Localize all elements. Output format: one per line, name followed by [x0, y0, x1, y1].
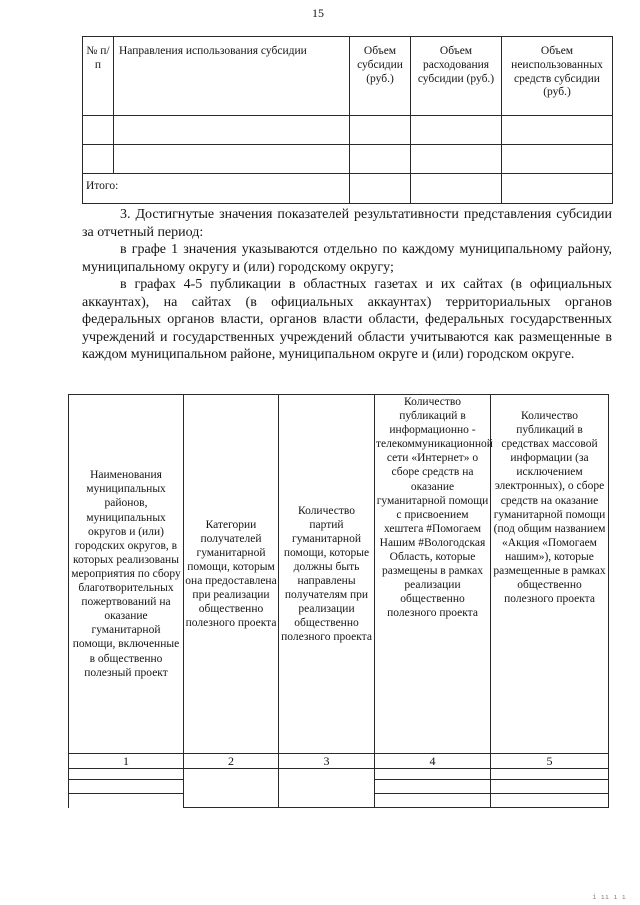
- header-municipalities: Наименования муниципальных районов, муниципальных округов и (или) городских округов, в которых реализованы мероприятия по сбору благотворительных пожертвований на оказание гуманитарной помощи, включенные в общественно полезный проект: [69, 395, 184, 754]
- header-unused-volume: Объем неиспользованных средств субсидии (руб.): [502, 37, 613, 116]
- table-cell: [83, 116, 114, 145]
- table-cell: [69, 769, 184, 780]
- table-cell: [502, 116, 613, 145]
- header-subsidy-volume: Объем субсидии (руб.): [350, 37, 411, 116]
- results-indicators-table: [68, 394, 609, 808]
- header-internet-publications: Количество публикаций в информационно - телекоммуникационной сети «Интернет» о сборе средств на оказание гуманитарной помощи с присвоением хештега #Помогаем Нашим #Вологодская Область, которые размещены в рамках реализации общественно полезного проекта: [375, 395, 491, 754]
- column-number: 4: [375, 754, 491, 769]
- header-spent-volume: Объем расходования субсидии (руб.): [411, 37, 502, 116]
- table-header-row: [83, 37, 613, 116]
- table-cell: [502, 145, 613, 174]
- table-row: [69, 769, 609, 780]
- scan-marks: i ıı ı ı: [592, 893, 626, 901]
- total-label: Итого:: [83, 174, 350, 204]
- table-cell: [350, 145, 411, 174]
- table-cell: [69, 794, 184, 808]
- table-cell: [69, 780, 184, 794]
- header-shipments-count: Количество партий гуманитарной помощи, которые должны быть направлены получателям при реализации общественно полезного проекта: [279, 395, 375, 754]
- subsidy-usage-table: [82, 36, 613, 204]
- table-cell: [502, 174, 613, 204]
- column-number: 3: [279, 754, 375, 769]
- total-row: [83, 174, 613, 204]
- paragraph-achieved-values: 3. Достигнутые значения показателей результативности представления субсидии за отчетный период:: [82, 207, 612, 240]
- table-cell: [279, 769, 375, 808]
- column-numbers-row: [69, 754, 609, 769]
- table-cell: [375, 769, 491, 780]
- table-cell: [411, 174, 502, 204]
- header-media-publications: Количество публикаций в средствах массовой информации (за исключением электронных), о сборе средств на оказание гуманитарной помощи (под общим названием «Акция «Помогаем нашим»), которые размещенные в рамках общественно полезного проекта: [491, 395, 609, 754]
- table-header-row: [69, 395, 609, 754]
- table-cell: [350, 116, 411, 145]
- column-number: 2: [184, 754, 279, 769]
- header-recipient-categories: Категории получателей гуманитарной помощи, которым она предоставлена при реализации общественно полезного проекта: [184, 395, 279, 754]
- table-cell: [350, 174, 411, 204]
- table-cell: [411, 116, 502, 145]
- table-cell: [114, 116, 350, 145]
- table-cell: [83, 145, 114, 174]
- table-cell: [411, 145, 502, 174]
- table-row: [83, 116, 613, 145]
- paragraph-column-1-note: в графе 1 значения указываются отдельно по каждому муниципальному району, муниципальному округу и (или) городскому округу;: [82, 242, 612, 275]
- header-directions: Направления использования субсидии: [114, 37, 350, 116]
- table-cell: [491, 780, 609, 794]
- page-number: 15: [312, 6, 324, 20]
- table-cell: [114, 145, 350, 174]
- paragraph-columns-4-5-note: в графах 4-5 публикации в областных газетах и их сайтах (в официальных аккаунтах), на сайтах (в официальных аккаунтах) территориальных органов федеральных органов власти, органов власти области, федеральных государственных учреждений и государственных учреждений области учитываются как размещенные в каждом муниципальном районе, муниципальном округе и (или) городском округе.: [82, 277, 612, 363]
- table-cell: [375, 780, 491, 794]
- table-cell: [184, 769, 279, 808]
- column-number: 5: [491, 754, 609, 769]
- table-row: [83, 145, 613, 174]
- table-cell: [491, 794, 609, 808]
- header-number: № п/п: [83, 37, 114, 116]
- column-number: 1: [69, 754, 184, 769]
- table-cell: [491, 769, 609, 780]
- table-cell: [375, 794, 491, 808]
